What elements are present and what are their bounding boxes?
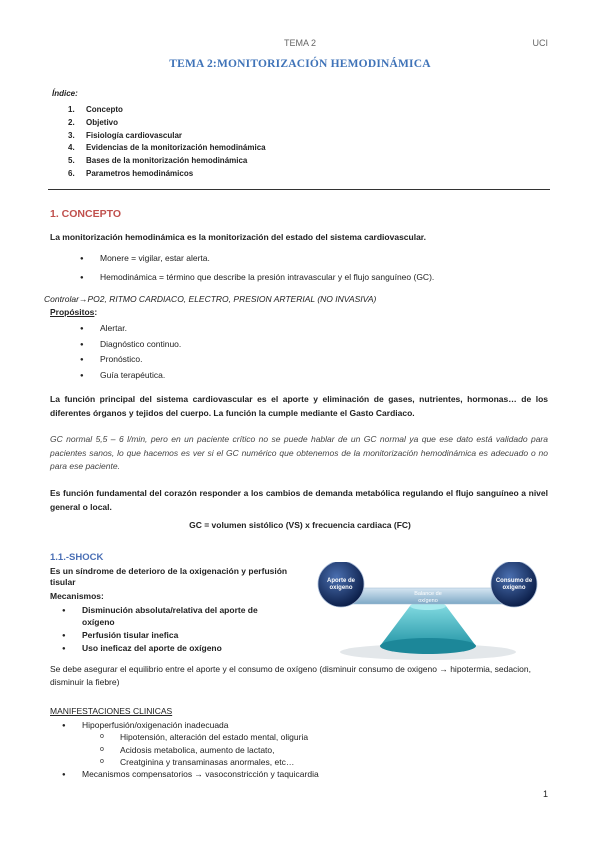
- oxygen-balance-diagram: [306, 562, 550, 662]
- manifestaciones-list: [62, 719, 229, 732]
- toc-item: 4. Evidencias de la monitorización hemodinámica: [68, 143, 266, 153]
- controlar-line: Controlar→PO2, RITMO CARDIACO, ELECTRO, PRESION ARTERIAL (NO INVASIVA): [44, 294, 377, 304]
- manifestaciones-heading: MANIFESTACIONES CLINICAS: [50, 706, 173, 716]
- section-heading-concepto: 1. CONCEPTO: [50, 208, 121, 220]
- shock-definition: Es un síndrome de deterioro de la oxigenación y perfusión tisular: [50, 566, 288, 587]
- funcion-paragraph: La función principal del sistema cardiovascular es el aporte y eliminación de gases, nutrientes, hormonas… de los diferentes órganos y tejidos del cuerpo. La función la cumple mediante el Gasto Cardiaco.: [50, 394, 548, 418]
- definition-item: ● Hemodinámica = término que describe la presión intravascular y el flujo sanguíneo (GC).: [80, 268, 434, 287]
- toc-item: 3. Fisiología cardiovascular: [68, 130, 183, 140]
- definition-item: ● Monere = vigilar, estar alerta.: [80, 249, 434, 268]
- mecanismo-item: ● Uso ineficaz del aporte de oxígeno: [62, 642, 282, 654]
- proposito-item: ● Guía terapéutica.: [80, 368, 181, 384]
- compensatorios-list: [62, 768, 319, 781]
- section-heading-shock: 1.1.-SHOCK: [50, 552, 104, 563]
- mecanismo-item: ● Disminución absoluta/relativa del aporte de oxígeno: [62, 604, 282, 628]
- aporte-label-2: oxígeno: [329, 585, 353, 591]
- consumo-label-2: oxígeno: [502, 585, 526, 591]
- balance-label-2: oxígeno: [418, 598, 438, 604]
- propositos-list: [80, 321, 181, 383]
- running-header-course: UCI: [532, 38, 548, 48]
- hipoperfusion-subitems: [100, 731, 308, 769]
- concepto-intro: La monitorización hemodinámica es la monitorización del estado del sistema cardiovascular.: [50, 232, 427, 242]
- sub-item: o Hipotensión, alteración del estado mental, oliguria: [100, 731, 308, 744]
- index-label: Índice:: [52, 89, 78, 98]
- consumo-label: Consumo de: [495, 578, 533, 584]
- section-divider: [48, 189, 550, 190]
- balance-label: Balance de: [414, 591, 442, 597]
- sub-item: o Acidosis metabolica, aumento de lactato,: [100, 744, 308, 757]
- proposito-item: ● Alertar.: [80, 321, 181, 337]
- document-title: TEMA 2:MONITORIZACIÓN HEMODINÁMICA: [169, 58, 431, 70]
- compensatorios-item: ● Mecanismos compensatorios → vasoconstricción y taquicardia: [62, 768, 319, 781]
- equilibrio-paragraph: Se debe asegurar el equilibrio entre el aporte y el consumo de oxígeno (disminuir consumo de oxigeno → hipotermia, sedacion, disminuir la fiebre): [50, 664, 532, 687]
- running-header-topic: TEMA 2: [283, 38, 316, 48]
- mecanismos-list: [62, 604, 282, 654]
- mecanismo-item: ● Perfusión tisular inefica: [62, 629, 282, 641]
- toc-item: 6. Parametros hemodinámicos: [68, 168, 194, 178]
- toc-item: 5. Bases de la monitorización hemodinámica: [68, 156, 248, 166]
- table-of-contents: [68, 104, 266, 181]
- funcion-fundamental-paragraph: Es función fundamental del corazón responder a los cambios de demanda metabólica regulando el flujo sanguíneo a nivel general o local.: [50, 488, 548, 512]
- page-number: 1: [542, 789, 548, 799]
- hipoperfusion-item: ● Hipoperfusión/oxigenación inadecuada: [62, 719, 229, 732]
- aporte-label: Aporte de: [326, 578, 356, 584]
- toc-item: 2. Objetivo: [68, 117, 119, 127]
- gc-normal-paragraph: GC normal 5,5 – 6 l/min, pero en un paciente crítico no se puede hablar de un GC normal ya que ese dato está validado para pacientes sanos, lo que hacemos es ver si el GC numérico que obtenemos de la monitorización hemodinámica es adecuado o no para ese paciente.: [50, 434, 548, 471]
- gc-formula: GC = volumen sistólico (VS) x frecuencia cardiaca (FC): [189, 520, 411, 530]
- definition-list: [80, 249, 434, 287]
- mecanismos-label: Mecanismos:: [50, 591, 104, 601]
- toc-item: 1. Concepto: [68, 105, 123, 114]
- propositos-label: Propósitos:: [50, 307, 98, 317]
- proposito-item: ● Diagnóstico continuo.: [80, 337, 181, 353]
- proposito-item: ● Pronóstico.: [80, 352, 181, 368]
- sub-item: o Creatginina y transaminasas anormales, etc…: [100, 756, 308, 769]
